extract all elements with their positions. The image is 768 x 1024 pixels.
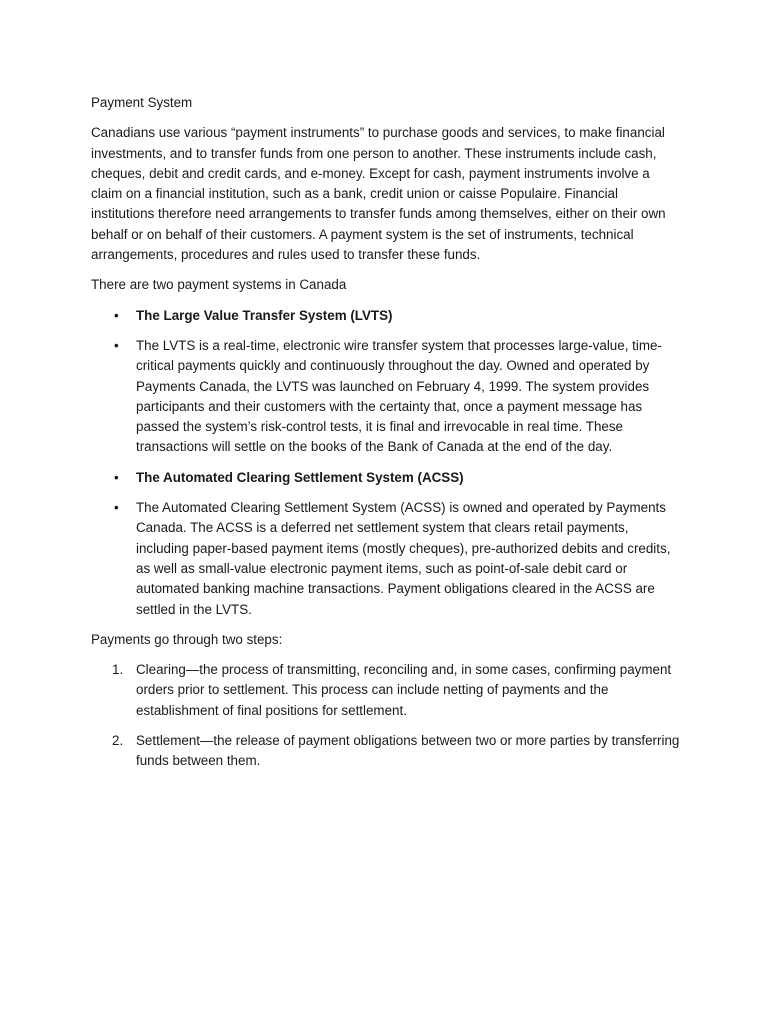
list-item — [91, 498, 681, 620]
list-item — [91, 306, 681, 326]
bullet-marker: • — [114, 337, 119, 353]
bullet-marker: • — [114, 469, 119, 485]
bullet-marker: • — [114, 307, 119, 323]
document-body — [91, 93, 681, 782]
list-item — [91, 468, 681, 488]
step-number: 2. — [112, 733, 124, 749]
systems-intro: There are two payment systems in Canada — [91, 277, 347, 293]
list-item — [91, 660, 681, 721]
step-clearing-text: Clearing—the process of transmitting, reconciling and, in some cases, confirming payment orders prior to settlement. This process can include netting of payments and the establishment of final positions for settlement. — [136, 662, 672, 718]
list-item — [91, 336, 681, 458]
steps-intro: Payments go through two steps: — [91, 631, 283, 647]
intro-paragraph: Canadians use various “payment instruments” to purchase goods and services, to make financial investments, and to transfer funds from one person to another. These instruments include cash, cheques, debit and credit cards, and e-money. Except for cash, payment instruments involve a claim on a financial institution, such as a bank, credit union or caisse Populaire. Financial institutions therefore need arrangements to transfer funds among themselves, either on their own behalf or on behalf of their customers. A payment system is the set of instruments, technical arrangements, procedures and rules used to transfer these funds. — [91, 125, 666, 263]
acss-description: The Automated Clearing Settlement System (ACSS) is owned and operated by Payments Canada. The ACSS is a deferred net settlement system that clears retail payments, including paper-based payment items (mostly cheques), pre-authorized debits and credits, as well as small-value electronic payment items, such as point-of-sale debit card or automated banking machine transactions. Payment obligations cleared in the ACSS are settled in the LVTS. — [136, 500, 671, 617]
payment-systems-list — [91, 306, 681, 620]
acss-heading: The Automated Clearing Settlement System (ACSS) — [136, 469, 464, 485]
list-item — [91, 731, 681, 772]
document-title: Payment System — [91, 95, 193, 110]
payment-steps-list — [91, 660, 681, 771]
lvts-description: The LVTS is a real-time, electronic wire transfer system that processes large-value, time-critical payments quickly and continuously throughout the day. Owned and operated by Payments Canada, the LVTS was launched on February 4, 1999. The system provides participants and their customers with the certainty that, once a payment message has passed the system’s risk-control tests, it is final and irrevocable in real time. These transactions will settle on the books of the Bank of Canada at the end of the day. — [136, 337, 662, 455]
step-settlement-text: Settlement—the release of payment obligations between two or more parties by transferring funds between them. — [136, 733, 680, 769]
step-number: 1. — [112, 662, 124, 678]
bullet-marker: • — [114, 500, 119, 516]
lvts-heading: The Large Value Transfer System (LVTS) — [136, 307, 393, 323]
